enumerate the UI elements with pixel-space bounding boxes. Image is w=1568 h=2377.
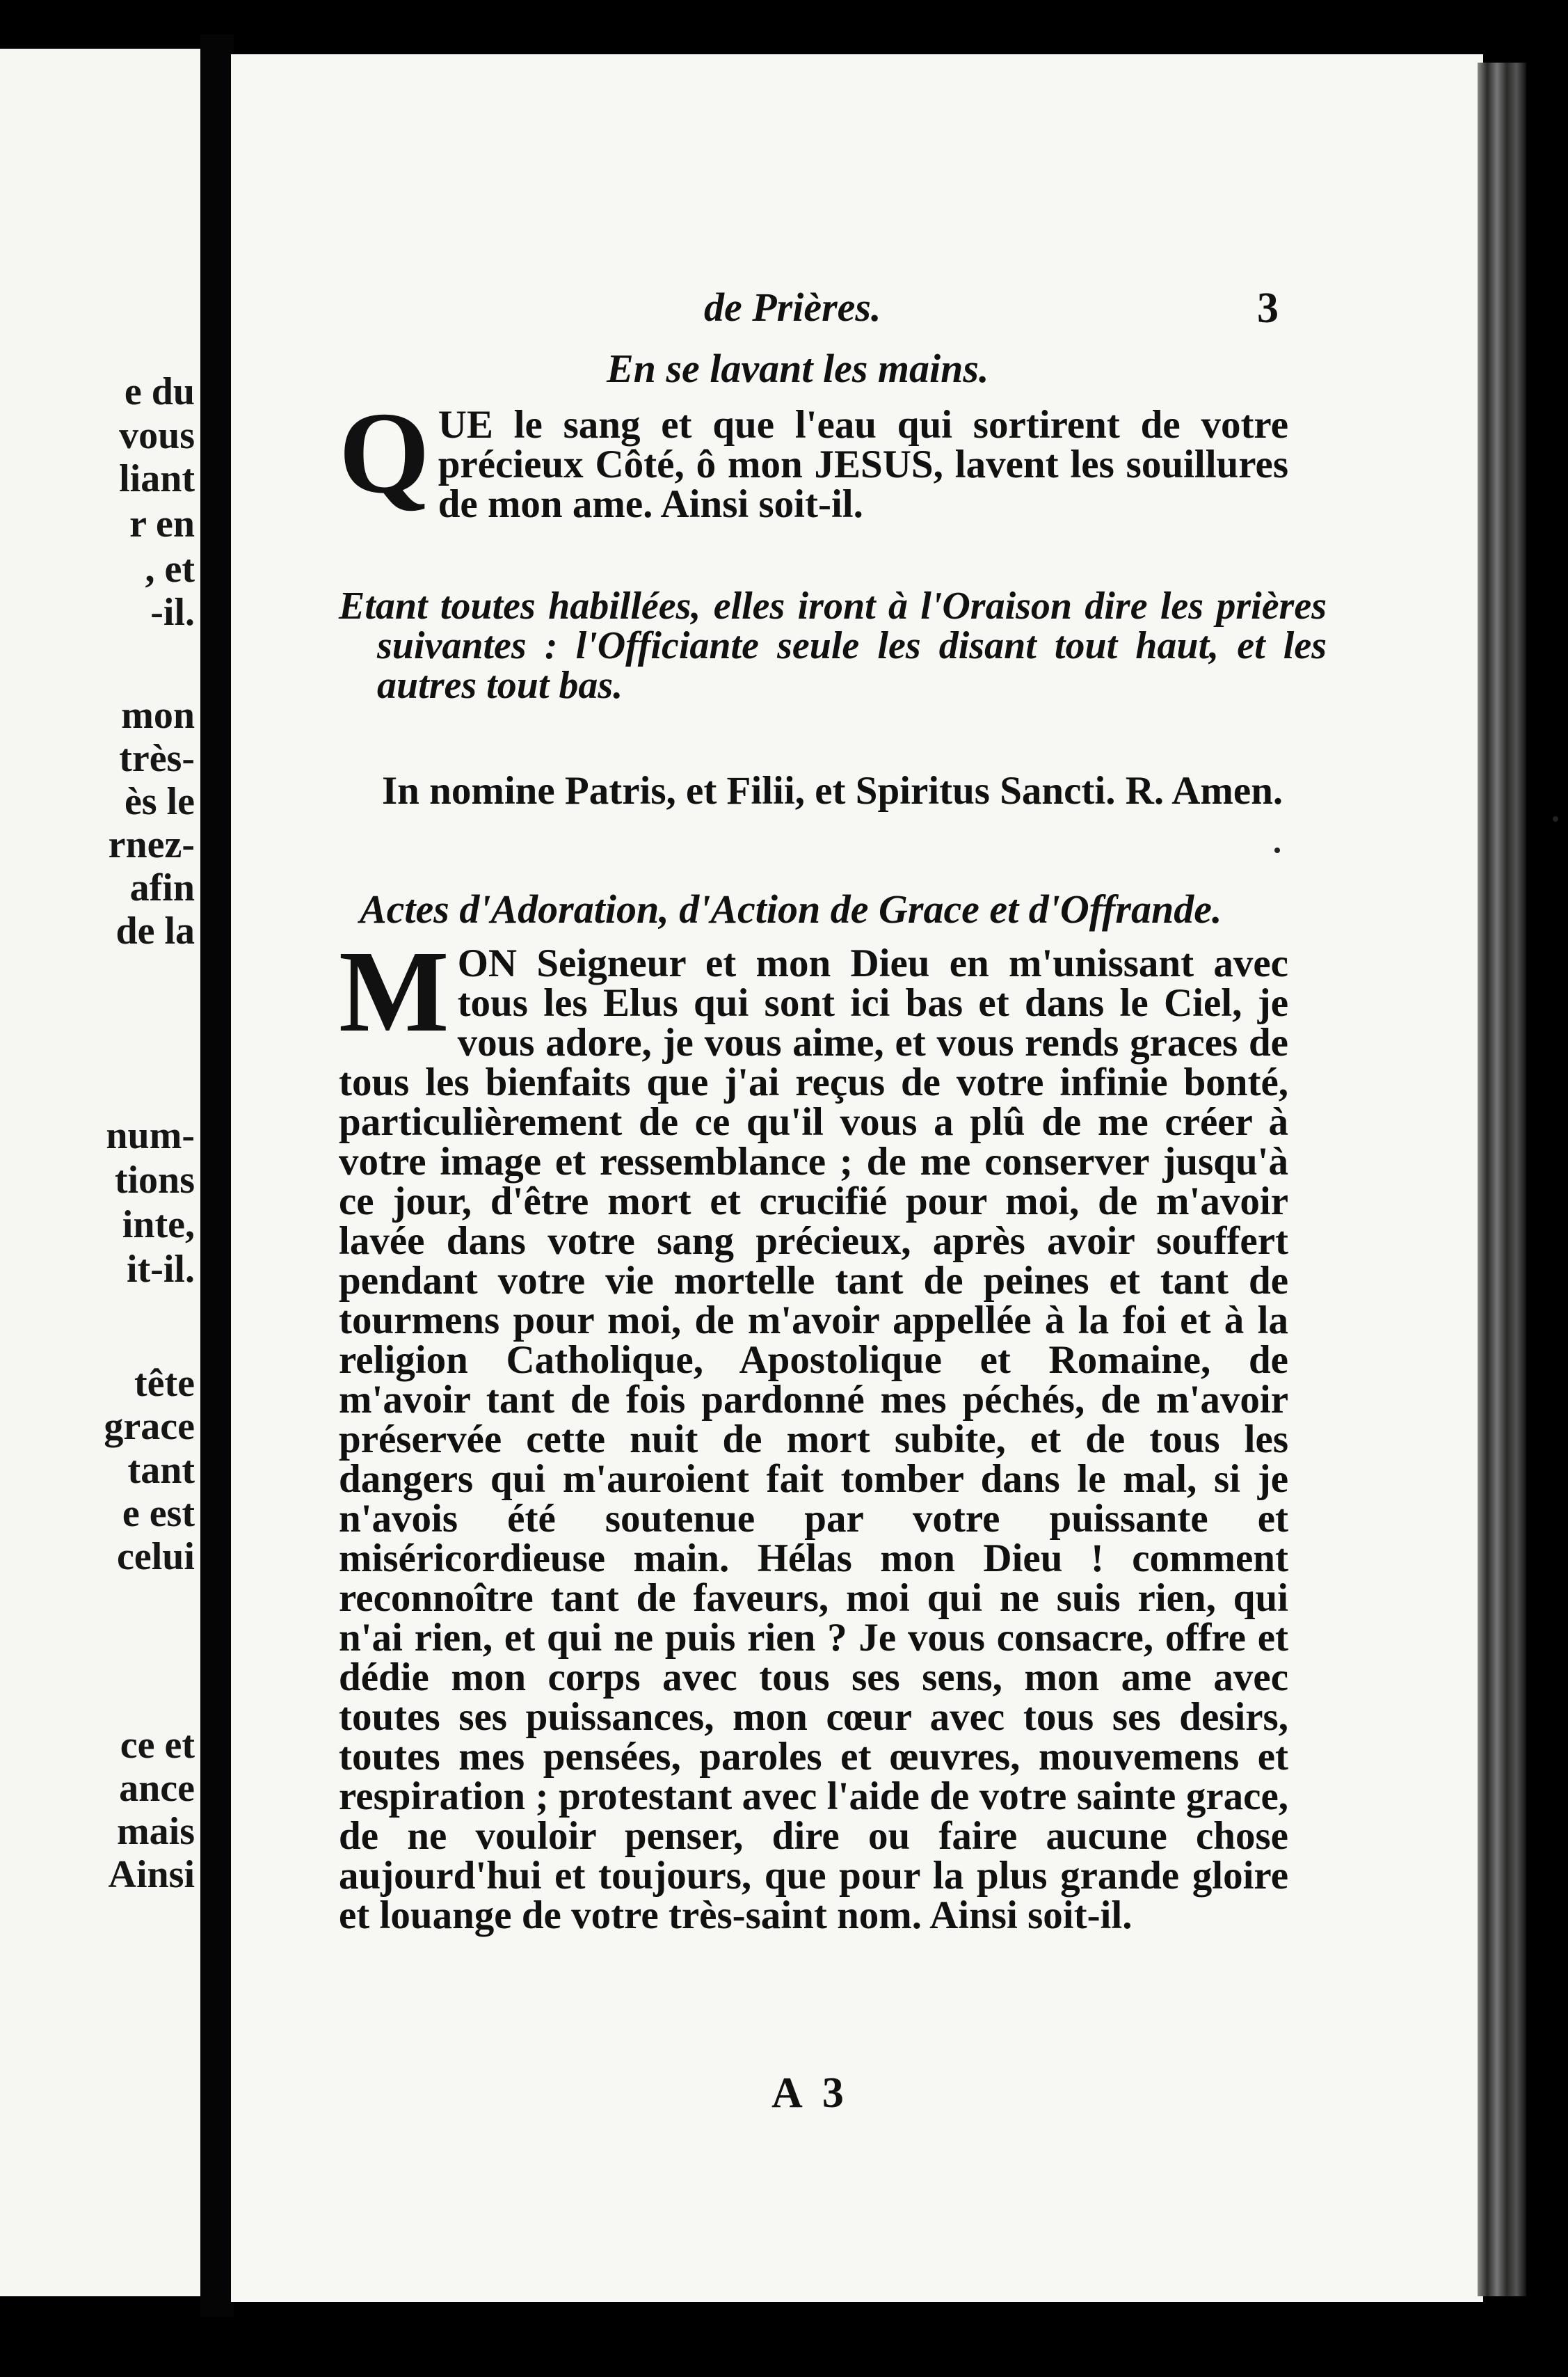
left-page-line: tions [114,1159,195,1202]
left-page-line: très- [119,737,195,780]
book-page [231,54,1483,2302]
prayer-text: ON Seigneur et mon Dieu en m'unissant avec tous les Elus qui sont ici bas et dans le Ciel, je vous adore, je vous aime, et vous rends graces de tous les bienfaits que j'ai reçus de votre infinie bonté, particulièrement de ce qu'il vous a plû de me créer à votre image et ressemblance ; de me conserver jusqu'à ce jour, d'être mort et crucifié pour moi, de m'avoir lavée dans votre sang précieux, après avoir souffert pendant votre vie mortelle tant de peines et tant de tourmens pour moi, de m'avoir appellée à la foi et à la religion Catholique, Apostolique et Romaine, de m'avoir tant de fois pardonné mes péchés, de m'avoir préservée cette nuit de mort subite, et de tous les dangers qui m'auroient fait tomber dans le mal, si je n'avois été soutenue par votre puissante et miséricordieuse main. Hélas mon Dieu ! comment reconnoître tant de faveurs, moi qui ne suis rien, qui n'ai rien, et qui ne puis rien ? Je vous consacre, offre et dédie mon corps avec tous ses sens, mon ame avec toutes ses puissances, mon cœur avec tous ses desirs, toutes mes pensées, paroles et œuvres, mouvemens et respiration ; protestant avec l'aide de votre sainte grace, de ne vouloir penser, dire ou faire aucune chose aujourd'hui et toujours, que pour la plus grande gloire et louange de votre très-saint nom. Ainsi soit-il. [339,941,1288,1937]
left-page-line: -il. [150,591,195,634]
page-edge-stack [1478,63,1526,2296]
left-page-line: it-il. [127,1248,195,1291]
section-heading-washing: En se lavant les mains. [607,346,989,391]
left-page-line: inte, [122,1203,195,1246]
left-page-line: celui [117,1535,195,1578]
left-page-line: grace [104,1405,195,1448]
drop-cap: M [339,927,449,1056]
running-header: de Prières. [704,285,881,330]
left-page-line: e du [124,370,195,413]
page-number: 3 [1257,285,1279,332]
book-gutter [200,35,234,2317]
left-page-line: ce et [120,1724,195,1767]
prayer-text: UE le sang et que l'eau qui sortirent de votre précieux Côté, ô mon JESUS, lavent les souillures de mon ame. Ainsi soit-il. [438,403,1288,526]
left-page-line: num- [106,1114,195,1157]
left-page-line: afin [129,866,195,909]
invocation: In nomine Patris, et Filii, et Spiritus Sancti. R. Amen. [382,769,1283,813]
left-page-line: tant [127,1449,195,1492]
signature-mark: A 3 [771,2069,849,2117]
left-page-line: vous [119,414,195,457]
left-page-line: liant [119,457,195,500]
left-page-line: r en [129,502,195,546]
prayer-washing-hands [339,388,1288,526]
left-page-line: ance [119,1767,195,1810]
left-page-line: rnez- [108,823,195,866]
left-page-line: tête [134,1362,195,1405]
drop-cap: Q [339,388,430,518]
left-page-line: Ainsi [108,1853,195,1896]
ink-speck [1274,848,1280,853]
section-heading-adoration: Actes d'Adoration, d'Action de Grace et d'Offrande. [360,887,1222,932]
rubric-instruction: Etant toutes habillées, elles iront à l'Oraison dire les prières suivantes : l'Officiante seule les disant tout haut, et les autres tout bas. [339,585,1327,707]
left-page-line: ès le [124,780,195,823]
previous-page [0,49,200,2296]
left-page-line: de la [115,909,195,953]
left-page-line: e est [122,1492,195,1535]
left-page-line: , et [145,548,195,591]
left-page-line: mon [121,694,195,737]
left-page-line: mais [117,1810,195,1853]
ink-speck [1553,816,1558,822]
prayer-adoration [339,927,1288,1937]
